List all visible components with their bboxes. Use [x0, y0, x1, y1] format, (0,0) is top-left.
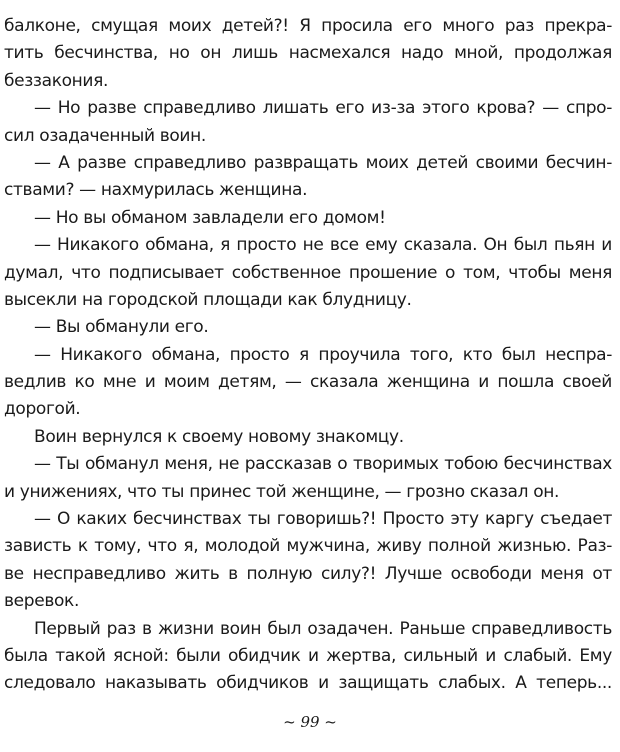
- text-line: беззакония.: [4, 70, 109, 91]
- text-line: — Но вы обманом завладели его домом!: [34, 207, 386, 228]
- text-line: — О каких бесчинствах ты говоришь?! Просто эту каргу съедает: [34, 509, 612, 530]
- text-line: была такой ясной: были обидчик и жертва, сильный и слабый. Ему: [4, 645, 612, 666]
- text-line: ве несправедливо жить в полную силу?! Лучше освободи меня от: [4, 563, 612, 584]
- text-line: ствами? — нахмурилась женщина.: [4, 180, 308, 201]
- text-line: думал, что подписывает собственное прошение о том, чтобы меня: [4, 262, 612, 283]
- text-line: Первый раз в жизни воин был озадачен. Раньше справедливость: [34, 618, 612, 639]
- text-line: сил озадаченный воин.: [4, 125, 206, 146]
- text-line: — А разве справедливо развращать моих детей своими бесчин-: [34, 152, 612, 173]
- body-text: [4, 13, 612, 698]
- page-number: ~ 99 ~: [283, 713, 337, 731]
- text-line: высекли на городской площади как блудницу.: [4, 289, 412, 310]
- text-line: — Никакого обмана, просто я проучила того, кто был неспра-: [34, 344, 612, 365]
- text-line: Воин вернулся к своему новому знакомцу.: [34, 426, 404, 447]
- text-line: балконе, смущая моих детей?! Я просила его много раз прекра-: [4, 16, 612, 36]
- text-line: веревок.: [4, 591, 80, 612]
- text-line: тить бесчинства, но он лишь насмехался надо мной, продолжая: [4, 43, 612, 64]
- text-line: — Вы обманули его.: [34, 317, 209, 338]
- text-line: — Никакого обмана, я просто не все ему сказала. Он был пьян и: [34, 235, 612, 256]
- text-line: следовало наказывать обидчиков и защищать слабых. А теперь...: [4, 673, 612, 694]
- text-line: зависть к тому, что я, молодой мужчина, живу полной жизнью. Раз-: [4, 536, 612, 557]
- text-line: — Но разве справедливо лишать его из-за этого крова? — спро-: [34, 98, 612, 119]
- text-line: и унижениях, что ты принес той женщине, — грозно сказал он.: [4, 481, 560, 502]
- text-line: ведлив ко мне и моим детям, — сказала женщина и пошла своей: [4, 372, 612, 393]
- text-line: — Ты обманул меня, не рассказав о творимых тобою бесчинствах: [34, 454, 612, 475]
- text-line: дорогой.: [4, 399, 81, 420]
